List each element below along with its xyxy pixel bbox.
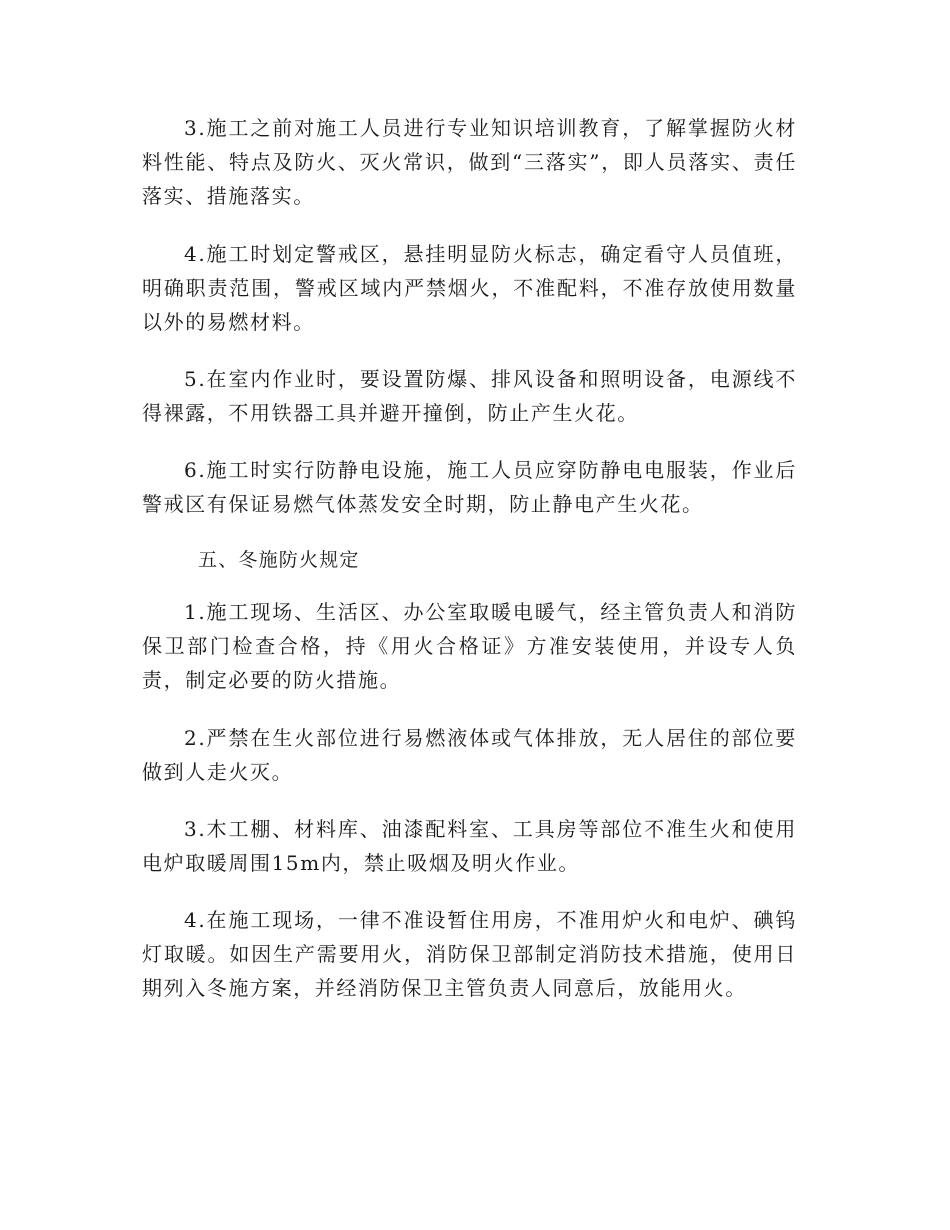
paragraph-training: 3.施工之前对施工人员进行专业知识培训教育，了解掌握防火材料性能、特点及防火、灭火常识，做到“三落实”，即人员落实、责任落实、措施落实。 [142, 116, 797, 208]
paragraph-anti-static: 6.施工时实行防静电设施，施工人员应穿防静电电服装，作业后警戒区有保证易燃气体蒸发安全时期，防止静电产生火花。 [142, 458, 797, 516]
paragraph-no-discharge: 2.严禁在生火部位进行易燃液体或气体排放，无人居住的部位要做到人走火灭。 [142, 726, 797, 784]
paragraph-indoor-work: 5.在室内作业时，要设置防爆、排风设备和照明设备，电源线不得裸露，不用铁器工具并避开撞倒，防止产生火花。 [142, 367, 797, 425]
paragraph-heating: 1.施工现场、生活区、办公室取暖电暖气，经主管负责人和消防保卫部门检查合格，持《用火合格证》方准安装使用，并设专人负责，制定必要的防火措施。 [142, 600, 797, 692]
paragraph-warning-zone: 4.施工时划定警戒区，悬挂明显防火标志，确定看守人员值班，明确职责范围，警戒区域内严禁烟火，不准配料，不准存放使用数量以外的易燃材料。 [142, 242, 797, 334]
paragraph-site-rules: 4.在施工现场，一律不准设暂住用房，不准用炉火和电炉、碘钨灯取暖。如因生产需要用火，消防保卫部制定消防技术措施，使用日期列入冬施方案，并经消防保卫主管负责人同意后，放能用火。 [142, 908, 797, 1000]
section-heading: 五、冬施防火规定 [198, 549, 360, 571]
paragraph-no-fire-zones: 3.木工棚、材料库、油漆配料室、工具房等部位不准生火和使用电炉取暖周围15m内，禁止吸烟及明火作业。 [142, 817, 797, 875]
